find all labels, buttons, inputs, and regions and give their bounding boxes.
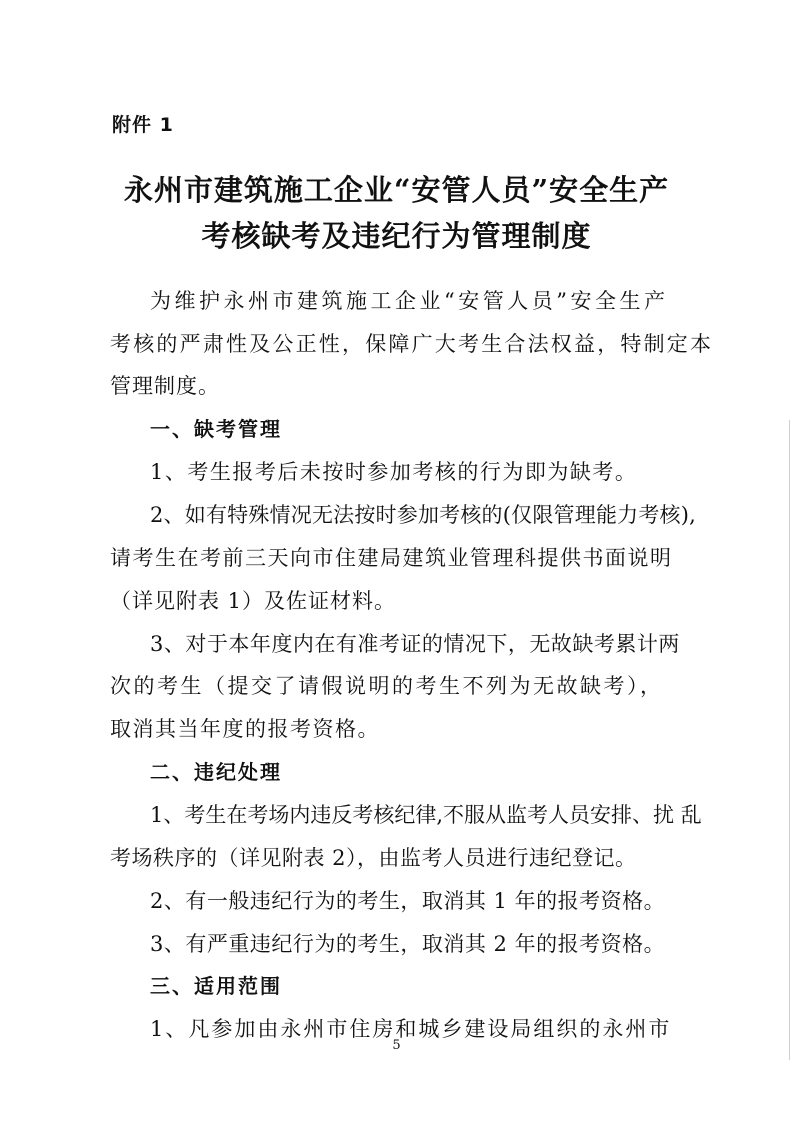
intro-line-3: 管理制度。 [110,374,220,398]
absence-item-2-line-3: （详见附表 1）及佐证材料。 [110,589,397,613]
scan-edge-line [789,420,790,1060]
violation-item-1-line-1: 1、考生在考场内违反考核纪律,不服从监考人员安排、扰 乱 [150,803,702,827]
absence-item-2-line-1: 2、如有特殊情况无法按时参加考核的(仅限管理能力考核), [150,503,697,527]
section-heading-scope: 三、适用范围 [150,974,282,998]
absence-item-3-line-1: 3、对于本年度内在有准考证的情况下，无故缺考累计两 [150,632,680,656]
absence-item-2-line-2: 请考生在考前三天向市住建局建筑业管理科提供书面说明 [110,546,673,570]
document-title-line-2: 考核缺考及违纪行为管理制度 [201,219,592,253]
section-heading-absence: 一、缺考管理 [150,417,282,441]
absence-item-3-line-3: 取消其当年度的报考资格。 [110,717,380,741]
absence-item-3-line-2: 次的考生（提交了请假说明的考生不列为无故缺考）， [110,674,664,698]
absence-item-1: 1、考生报考后未按时参加考核的行为即为缺考。 [150,460,638,484]
page-number: 5 [392,1038,401,1053]
attachment-label: 附件 1 [112,114,174,136]
scope-item-1: 1、凡参加由永州市住房和城乡建设局组织的永州市 [150,1017,672,1041]
intro-line-1: 为维护永州市建筑施工企业“安管人员”安全生产 [150,289,669,313]
violation-item-3: 3、有严重违纪行为的考生，取消其 2 年的报考资格。 [150,932,666,956]
violation-item-1-line-2: 考场秩序的（详见附表 2），由监考人员进行违纪登记。 [110,846,637,870]
document-title-line-1: 永州市建筑施工企业“安管人员”安全生产 [123,173,670,207]
intro-line-2: 考核的严肃性及公正性，保障广大考生合法权益，特制定本 [110,332,714,356]
section-heading-violation: 二、违纪处理 [150,760,282,784]
violation-item-2: 2、有一般违纪行为的考生，取消其 1 年的报考资格。 [150,889,666,913]
